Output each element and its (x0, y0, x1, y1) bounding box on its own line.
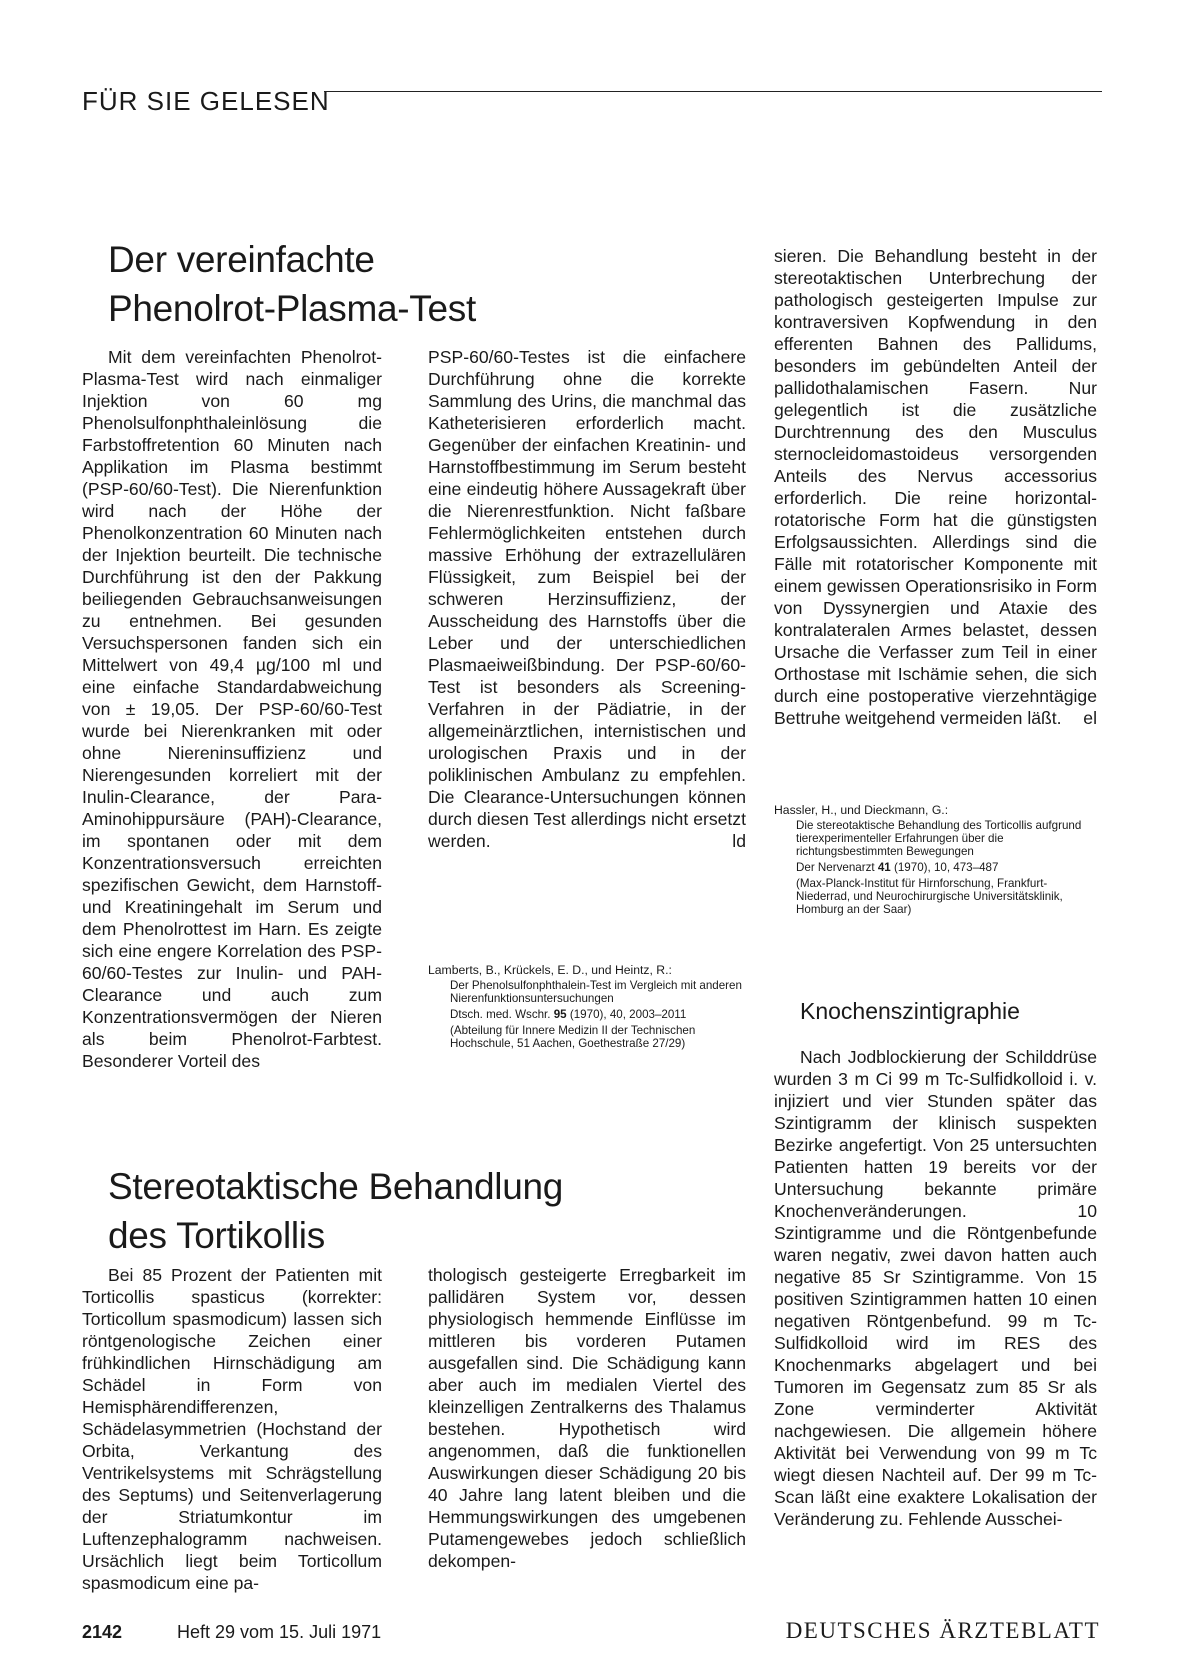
article1-body-part2: PSP-60/60-Testes ist die einfachere Durchführung ohne die korrekte Sammlung des Urins, die manchmal das Katheterisieren erforderlich macht. Gegenüber der einfachen Kreatinin- und Harnstoffbestimmung im Serum besteht eine eindeutig höhere Aussagekraft über die Nierenrestfunktion. Nicht faßbare Fehlermöglichkeiten entstehen durch massive Erhöhung der extrazellulären Flüssigkeit, zum Beispiel bei der schweren Herzinsuffizienz, der Ausscheidung des Harnstoffs über die Leber und der unterschiedlichen Plasmaeiweißbindung. Der PSP-60/60-Test ist besonders als Screening-Verfahren in der Pädiatrie, in der allgemeinärztlichen, internistischen und urologischen Praxis und in der poliklinischen Ambulanz zu empfehlen. Die Clearance-Untersuchungen können durch diesen Test allerdings nicht ersetzt werden. (428, 347, 746, 851)
article1-ref-volume: 95 (553, 1008, 567, 1021)
page-number: 2142 (82, 1622, 123, 1642)
article1-column1 (82, 346, 382, 1072)
article1-reference (428, 964, 746, 1053)
article2-title (108, 1162, 563, 1260)
article2-ref-volume: 41 (877, 861, 891, 874)
article2-body-part1: Bei 85 Prozent der Patienten mit Torticollis spasticus (korrekter: Torticollum spasmodicum) lassen sich röntgenologische Zeichen einer frühkindlichen Hirnschädigung am Schädel in Form von Hemisphärendifferenzen, Schädelasymmetrien (Hochstand der Orbita, Verkantung des Ventrikelsystems mit Schrägstellung des Septums) und Seitenverlagerung der Striatumkontur im Luftenzephalogramm nachweisen. Ursächlich liegt beim Torticollum spasmodicum eine pa- (82, 1265, 382, 1593)
article2-title-line1: Stereotaktische Behandlung (108, 1166, 564, 1207)
article2-ref-authors: Hassler, H., und Dieckmann, G.: (774, 803, 949, 817)
section-label: FÜR SIE GELESEN (82, 86, 330, 116)
article1-ref-affiliation: (Abteilung für Innere Medizin II der Technischen Hochschule, 51 Aachen, Goethestraße 27/29) (450, 1024, 696, 1050)
issue-info: Heft 29 vom 15. Juli 1971 (177, 1622, 382, 1642)
article3-body: Nach Jodblockierung der Schilddrüse wurden 3 m Ci 99 m Tc-Sulfidkolloid i. v. injiziert und vier Stunden später das Szintigramm der klinisch suspekten Bezirke angefertigt. Von 25 untersuchten Patienten hatten 19 bereits vor der Untersuchung bekannte primäre Knochenveränderungen. 10 Szintigramme und die Röntgenbefunde waren negativ, zwei davon hatten auch negative 85 Sr Szintigramme. Von 15 positiven Szintigrammen hatten 10 einen negativen Röntgenbefund. 99 m Tc-Sulfidkolloid wird im RES des Knochenmarks abgelagert und bei Tumoren im Gegensatz zum 85 Sr als Zone verminderter Aktivität nachgewiesen. Die allgemein höhere Aktivität bei Verwendung von 99 m Tc wiegt diesen Nachteil auf. Der 99 m Tc-Scan läßt eine exaktere Lokalisation der Veränderung zu. Fehlende Ausschei- (774, 1047, 1097, 1529)
article2-ref-affiliation: (Max-Planck-Institut für Hirnforschung, Frankfurt-Niederrad, und Neurochirurgische Universitätsklinik, Homburg an der Saar) (796, 877, 1063, 916)
article3-column3 (774, 1046, 1097, 1530)
article2-column3 (774, 245, 1097, 729)
article2-ref-title: Die stereotaktische Behandlung des Torticollis aufgrund tierexperimenteller Erfahrungen über die richtungsbestimmten Bewegungen (796, 819, 1082, 858)
article1-column2 (428, 346, 746, 852)
article1-ref-authors: Lamberts, B., Krückels, E. D., und Heintz, R.: (428, 963, 672, 977)
article2-body-part3: sieren. Die Behandlung besteht in der stereotaktischen Unterbrechung der pathologisch gesteigerten Impulse zur kontraversiven Kopfwendung in den efferenten Bahnen des Pallidums, besonders im gebündelten Anteil der pallidothalamischen Fasern. Nur gelegentlich ist die zusätzliche Durchtrennung des den Musculus sternocleidomastoideus versorgenden Anteils des Nervus accessorius erforderlich. Die reine horizontal-rotatorische Form hat die günstigsten Erfolgsaussichten. Allerdings sind die Fälle mit rotatorischer Komponente mit einem gewissen Operationsrisiko in Form von Dyssynergien und Ataxie des kontralateralen Armes belastet, dessen Ursache die Verfasser zum Teil in einer Orthostase mit Ischämie sehen, die sich durch eine postoperative vierzehntägige Bettruhe weitgehend vermeiden läßt. (774, 246, 1097, 728)
article1-title-line2: Phenolrot-Plasma-Test (108, 288, 476, 329)
article1-ref-journal: Dtsch. med. Wschr. 95 (1970), 40, 2003–2011 (450, 1008, 687, 1021)
article2-signature: el (1083, 708, 1097, 728)
article1-title (108, 235, 476, 333)
article2-column1 (82, 1264, 382, 1594)
journal-name: DEUTSCHES ÄRZTEBLATT (785, 1618, 1100, 1643)
article2-ref-journal: Der Nervenarzt 41 (1970), 10, 473–487 (796, 861, 999, 874)
article3-title: Knochenszintigraphie (800, 998, 1020, 1024)
article2-column2 (428, 1264, 746, 1572)
article1-signature: ld (732, 831, 746, 851)
header-rule (324, 91, 1102, 92)
article2-title-line2: des Tortikollis (108, 1215, 325, 1256)
article1-ref-title: Der Phenolsulfonphthalein-Test im Vergleich mit anderen Nierenfunktionsuntersuchungen (450, 979, 742, 1005)
article1-body-part1: Mit dem vereinfachten Phenolrot-Plasma-Test wird nach einmaliger Injektion von 60 mg Phenolsulfonphthaleinlösung die Farbstoffretention 60 Minuten nach Applikation im Plasma bestimmt (PSP-60/60-Test). Die Nierenfunktion wird nach der Höhe der Phenolkonzentration 60 Minuten nach der Injektion beurteilt. Die technische Durchführung ist den der Pakkung beiliegenden Gebrauchsanweisungen zu entnehmen. Bei gesunden Versuchspersonen fanden sich ein Mittelwert von 49,4 µg/100 ml und eine einfache Standardabweichung von ± 19,05. Der PSP-60/60-Test wurde bei Nierenkranken mit oder ohne Niereninsuffizienz und Nierengesunden korreliert mit der Inulin-Clearance, der Para-Aminohippursäure (PAH)-Clearance, im spontanen oder mit dem Konzentrationsversuch erreichten spezifischen Gewicht, dem Harnstoff- und Kreatiningehalt im Serum und dem Phenolrottest im Harn. Es zeigte sich eine engere Korrelation des PSP-60/60-Testes zur Inulin- und PAH-Clearance und auch zum Konzentrationsvermögen der Nieren als beim Phenolrot-Farbtest. Besonderer Vorteil des (82, 347, 382, 1071)
article1-title-line1: Der vereinfachte (108, 239, 375, 280)
article2-reference (774, 804, 1097, 919)
article2-body-part2: thologisch gesteigerte Erregbarkeit im pallidären System vor, dessen physiologisch hemmende Einflüsse im mittleren bis vorderen Putamen ausgefallen sind. Die Schädigung kann aber auch im medialen Viertel des kleinzelligen Zentralkerns des Thalamus bestehen. Hypothetisch wird angenommen, daß die funktionellen Auswirkungen dieser Schädigung 20 bis 40 Jahre lang latent bleiben und die Hemmungswirkungen des umgebenen Putamengewebes jedoch schließlich dekompen- (428, 1265, 746, 1571)
